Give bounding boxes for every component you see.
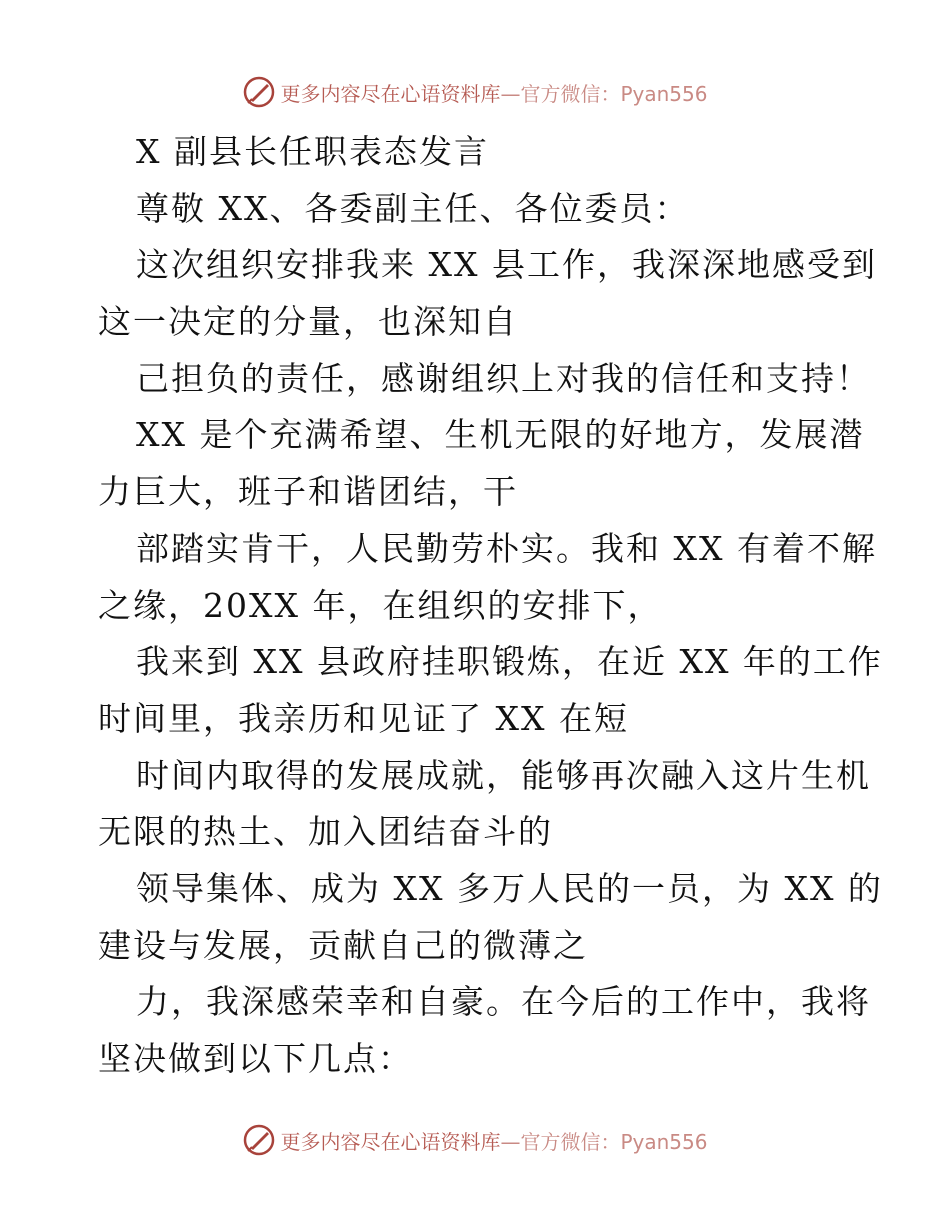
quill-logo-icon xyxy=(242,1123,276,1157)
paragraph-line: 力，我深感荣幸和自豪。在今后的工作中，我将 xyxy=(136,982,871,1022)
footer-watermark xyxy=(0,1120,950,1160)
paragraph-line: 我来到 XX 县政府挂职锻炼，在近 XX 年的工作 xyxy=(136,642,883,682)
salutation: 尊敬 XX、各委副主任、各位委员： xyxy=(136,188,690,228)
paragraph-line: 这一决定的分量，也深知自 xyxy=(98,302,518,342)
paragraph-line: XX 是个充满希望、生机无限的好地方，发展潜 xyxy=(136,415,865,455)
header-watermark xyxy=(0,72,950,112)
paragraph-line: 领导集体、成为 XX 多万人民的一员，为 XX 的 xyxy=(136,868,883,908)
document-body xyxy=(98,124,883,1088)
paragraph-line: 这次组织安排我来 XX 县工作，我深深地感受到 xyxy=(136,245,877,285)
paragraph-line: 时间里，我亲历和见证了 XX 在短 xyxy=(98,698,629,738)
watermark-tail-text: —官方微信：Pyan556 xyxy=(500,1129,708,1154)
quill-logo-icon xyxy=(242,75,276,109)
watermark-lead-text: 更多内容尽在心语资料库 xyxy=(280,81,501,106)
paragraph-line: 坚决做到以下几点： xyxy=(98,1039,413,1078)
paragraph-line: 时间内取得的发展成就，能够再次融入这片生机 xyxy=(136,755,871,795)
paragraph-line: 无限的热土、加入团结奋斗的 xyxy=(98,812,553,852)
paragraph-line: 之缘，20XX 年，在组织的安排下， xyxy=(98,585,663,625)
paragraph-line: 己担负的责任，感谢组织上对我的信任和支持！ xyxy=(136,358,871,398)
document-title: X 副县长任职表态发言 xyxy=(136,132,489,171)
paragraph-line: 部踏实肯干，人民勤劳朴实。我和 XX 有着不解 xyxy=(136,528,877,568)
paragraph-line: 力巨大，班子和谐团结，干 xyxy=(98,472,518,512)
watermark-tail-text: —官方微信：Pyan556 xyxy=(500,81,708,106)
watermark-lead-text: 更多内容尽在心语资料库 xyxy=(280,1129,501,1154)
paragraph-line: 建设与发展，贡献自己的微薄之 xyxy=(98,925,588,965)
